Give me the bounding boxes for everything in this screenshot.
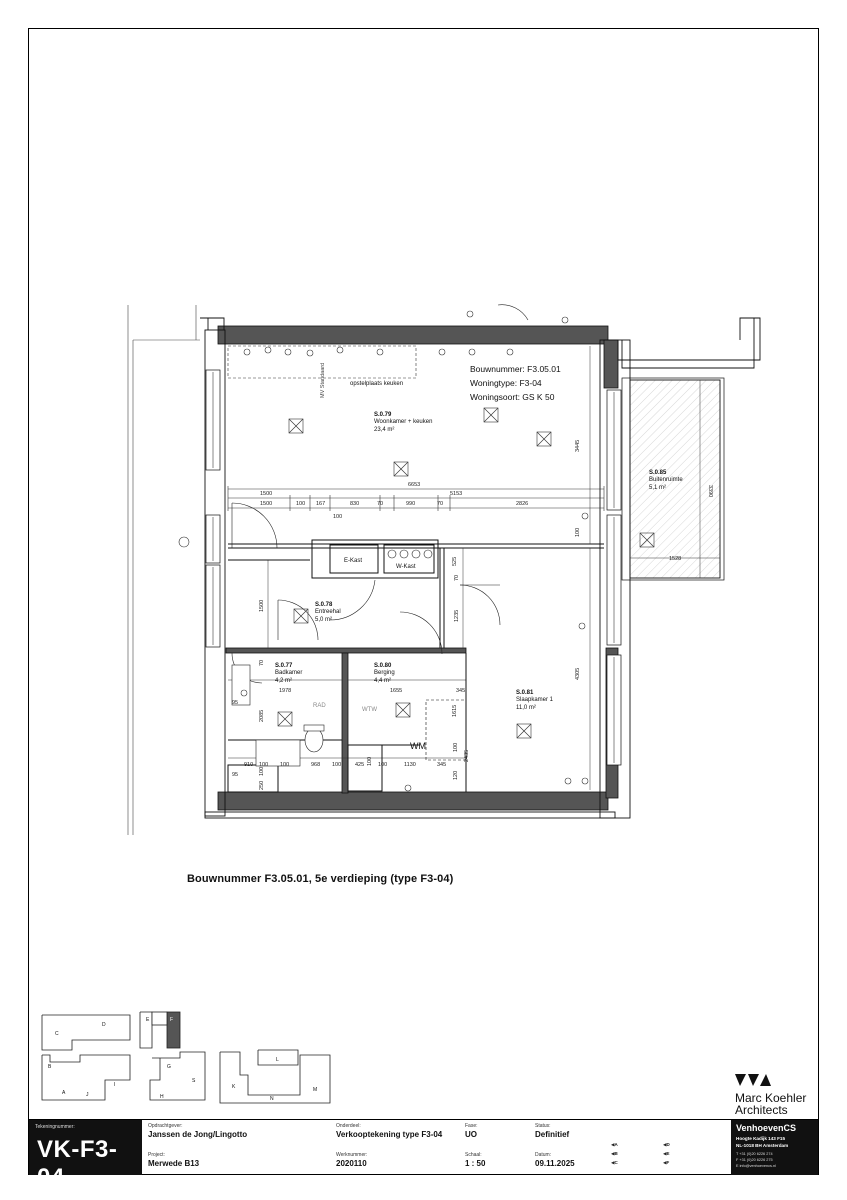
dim-100: 100 bbox=[333, 514, 343, 520]
room-code-slaapkamer: S.0.81 bbox=[516, 690, 534, 696]
date-cell: Datum: 09.11.2025 bbox=[535, 1152, 575, 1168]
status: Definitief bbox=[535, 1130, 570, 1139]
svg-text:N: N bbox=[270, 1096, 274, 1102]
dim-100: 100 bbox=[453, 742, 459, 752]
dim-1615: 1615 bbox=[452, 704, 458, 717]
status-cell: Status: Definitief bbox=[535, 1123, 570, 1139]
dim-4305: 4305 bbox=[575, 667, 581, 680]
mv-standaard-label: MV Standaard bbox=[320, 362, 326, 398]
svg-text:F: F bbox=[170, 1017, 174, 1023]
room-code-buitenruimte: S.0.85 bbox=[649, 470, 667, 476]
svg-text:C: C bbox=[55, 1031, 59, 1037]
dim-70: 70 bbox=[454, 574, 460, 581]
room-code-woonkamer: S.0.79 bbox=[374, 412, 392, 418]
svg-text:K: K bbox=[232, 1084, 236, 1090]
dim-70: 70 bbox=[259, 659, 265, 666]
svg-text:J: J bbox=[86, 1092, 89, 1098]
project-cell: Project: Merwede B13 bbox=[148, 1152, 200, 1168]
dim-70: 70 bbox=[377, 501, 384, 507]
svg-text:G: G bbox=[167, 1064, 171, 1070]
svg-text:S: S bbox=[192, 1078, 196, 1084]
client-name: Janssen de Jong/Lingotto bbox=[148, 1130, 248, 1139]
dim-2826: 2826 bbox=[516, 501, 529, 507]
svg-text:I: I bbox=[114, 1082, 116, 1088]
dim-1500: 1500 bbox=[260, 501, 273, 507]
woningsoort-info: Woningsoort: GS K 50 bbox=[470, 392, 555, 402]
dim-1528: 1528 bbox=[669, 556, 682, 562]
dim-6653: 6653 bbox=[408, 482, 421, 488]
svg-text:H: H bbox=[160, 1094, 164, 1100]
dim-95: 95 bbox=[232, 700, 239, 706]
room-code-badkamer: S.0.77 bbox=[275, 663, 293, 669]
dim-525: 525 bbox=[452, 556, 458, 566]
job-number: 2020110 bbox=[336, 1159, 367, 1168]
logo-line2: Architects bbox=[735, 1103, 788, 1117]
room-name-buitenruimte: Buitenruimte bbox=[649, 477, 683, 483]
dim-1978: 1978 bbox=[279, 688, 292, 694]
dim-910: 910 bbox=[244, 762, 254, 768]
logo-line1: Marc Koehler bbox=[735, 1091, 807, 1105]
dim-100: 100 bbox=[259, 766, 265, 776]
opstelplaats-label: opstelplaats keuken bbox=[350, 381, 404, 387]
dim-100: 100 bbox=[296, 501, 306, 507]
wm-label: WM bbox=[410, 741, 426, 751]
ekast-label: E-Kast bbox=[344, 558, 363, 564]
dim-1130: 1130 bbox=[404, 762, 416, 768]
dim-100: 100 bbox=[367, 756, 373, 766]
dim-2435: 2435 bbox=[464, 749, 470, 762]
revisions-right: ◀D ◀E ◀F bbox=[663, 1142, 670, 1165]
svg-text:E: E bbox=[146, 1017, 150, 1023]
dim-830: 830 bbox=[350, 501, 360, 507]
dim-1500: 1500 bbox=[259, 599, 265, 612]
keyplan-highlight-f bbox=[167, 1012, 180, 1048]
woningtype-info: Woningtype: F3-04 bbox=[470, 378, 542, 388]
svg-text:D: D bbox=[102, 1022, 106, 1028]
dim-167: 167 bbox=[316, 501, 326, 507]
svg-text:A: A bbox=[62, 1090, 66, 1096]
bouwnummer-info: Bouwnummer: F3.05.01 bbox=[470, 364, 561, 374]
dim-990: 990 bbox=[406, 501, 416, 507]
part-cell: Onderdeel: Verkooptekening type F3-04 bbox=[336, 1123, 443, 1139]
dim-1500: 1500 bbox=[260, 491, 273, 497]
svg-text:B: B bbox=[48, 1064, 52, 1070]
scale: 1 : 50 bbox=[465, 1159, 486, 1168]
room-name-slaapkamer: Slaapkamer 1 bbox=[516, 697, 554, 703]
dim-100: 100 bbox=[259, 762, 269, 768]
firm-block: VenhoevenCS Hoogte Kadijk 143 F15 NL-1018 BH Amsterdam T +31 (0)20 6226 274 F +31 (0)20 6226 275 E info@venhoevencs.nl bbox=[731, 1120, 818, 1175]
dim-3445: 3445 bbox=[575, 439, 581, 452]
title-block bbox=[29, 1119, 818, 1191]
dim-100: 100 bbox=[332, 762, 342, 768]
dim-2085: 2085 bbox=[259, 709, 265, 722]
room-name-berging: Berging bbox=[374, 670, 395, 676]
dim-100: 100 bbox=[280, 762, 290, 768]
svg-text:L: L bbox=[276, 1057, 279, 1063]
dim-425: 425 bbox=[355, 762, 365, 768]
date: 09.11.2025 bbox=[535, 1159, 575, 1168]
job-number-cell: Werknummer: 2020110 bbox=[336, 1152, 368, 1168]
room-area-badkamer: 4,2 m² bbox=[275, 678, 293, 684]
part-name: Verkooptekening type F3-04 bbox=[336, 1130, 443, 1139]
drawing-number-label: Tekeningnummer: bbox=[35, 1124, 75, 1130]
revisions-left: ◀A ◀B ◀C bbox=[611, 1142, 618, 1165]
dim-345: 345 bbox=[456, 688, 466, 694]
dim-968: 968 bbox=[311, 762, 321, 768]
dim-3390: 3390 bbox=[707, 485, 713, 498]
dim-120: 120 bbox=[453, 770, 459, 780]
room-code-berging: S.0.80 bbox=[374, 663, 392, 669]
room-area-slaapkamer: 11,0 m² bbox=[516, 705, 536, 711]
firm-name: VenhoevenCS bbox=[736, 1123, 797, 1133]
dim-100: 100 bbox=[575, 527, 581, 537]
dim-345: 345 bbox=[437, 762, 447, 768]
project-name: Merwede B13 bbox=[148, 1159, 200, 1168]
dim-250: 250 bbox=[259, 780, 265, 790]
rad-label: RAD bbox=[313, 703, 326, 709]
architect-logo-icon bbox=[735, 1074, 771, 1086]
client-cell: Opdrachtgever: Janssen de Jong/Lingotto bbox=[148, 1123, 248, 1139]
scale-cell: Schaal: 1 : 50 bbox=[465, 1152, 486, 1168]
room-area-berging: 4,4 m² bbox=[374, 678, 392, 684]
phase: UO bbox=[465, 1130, 477, 1139]
dim-70: 70 bbox=[437, 501, 444, 507]
room-code-entreehal: S.0.78 bbox=[315, 602, 333, 608]
dim-5153: 5153 bbox=[450, 491, 463, 497]
room-name-entreehal: Entreehal bbox=[315, 609, 341, 615]
room-name-woonkamer: Woonkamer + keuken bbox=[374, 419, 433, 425]
drawing-number: VK-F3-04 bbox=[37, 1136, 118, 1191]
room-area-entreehal: 5,0 m² bbox=[315, 617, 333, 623]
room-name-badkamer: Badkamer bbox=[275, 670, 303, 676]
wkast-label: W-Kast bbox=[396, 564, 416, 570]
dim-95: 95 bbox=[232, 772, 239, 778]
dim-1235: 1235 bbox=[454, 609, 460, 622]
plan-caption: Bouwnummer F3.05.01, 5e verdieping (type F3-04) bbox=[187, 873, 454, 885]
svg-text:M: M bbox=[313, 1087, 318, 1093]
wtw-label: WTW bbox=[362, 707, 377, 713]
phase-cell: Fase: UO bbox=[465, 1123, 478, 1139]
room-area-buitenruimte: 5,1 m² bbox=[649, 485, 667, 491]
drawing-number-block bbox=[29, 1120, 142, 1191]
room-area-woonkamer: 23,4 m² bbox=[374, 427, 395, 433]
dim-1655: 1655 bbox=[390, 688, 403, 694]
dim-100: 100 bbox=[378, 762, 388, 768]
